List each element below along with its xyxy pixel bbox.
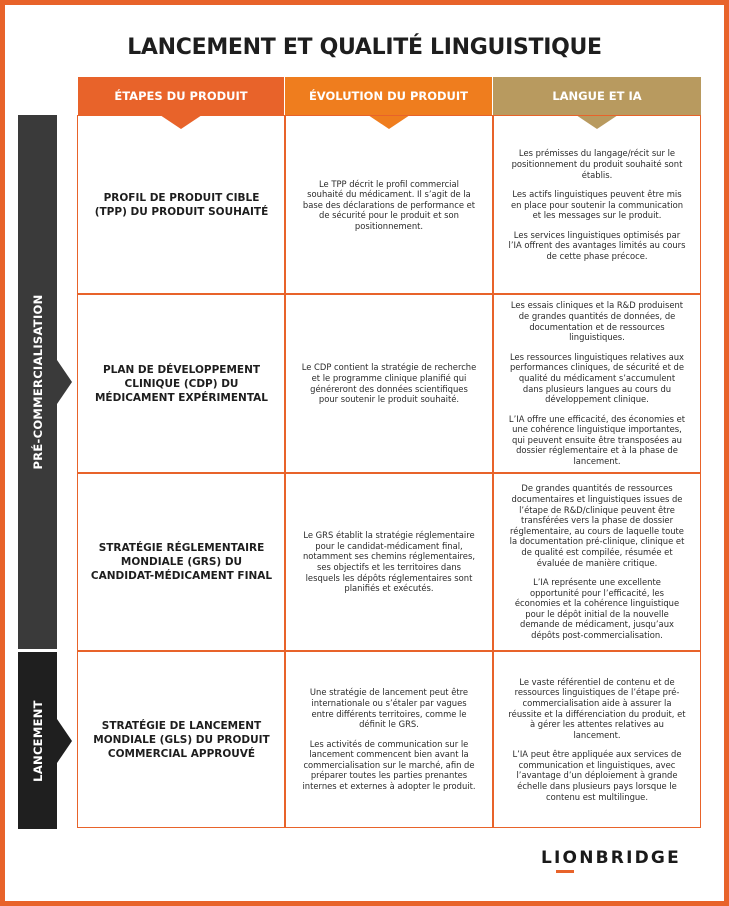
evolution-text	[300, 179, 478, 232]
table-cell-ai	[494, 652, 700, 827]
page-title: LANCEMENT ET QUALITÉ LINGUISTIQUE	[127, 35, 602, 60]
ai-text	[508, 300, 686, 466]
paragraph: Le TPP décrit le profil commercial souhaité du médicament. Il s’agit de la base des déclarations de performance et de sécurité pour le produit et son positionnement.	[302, 178, 476, 231]
evolution-text	[300, 362, 478, 404]
logo-accent	[556, 870, 574, 873]
paragraph: Le vaste référentiel de contenu et de ressources linguistiques de l’étape pré-commercialisation aide à assurer la réussite et la différenciation du produit, et à gérer les attentes relatives au lancement.	[508, 676, 686, 740]
paragraph: L’IA peut être appliquée aux services de communication et linguistiques, avec l’avantage d’un déploiement à grande échelle dans plusieurs pays lorsque le contenu est multilingue.	[512, 749, 682, 802]
paragraph: Les activités de communication sur le lancement commencent bien avant la commercialisation sur le marché, afin de préparer toutes les parties prenantes internes et externes à adopter le produit.	[302, 738, 476, 792]
ai-text	[508, 483, 686, 640]
evolution-text	[300, 687, 478, 791]
header-steps	[78, 77, 284, 115]
table-cell-ai	[494, 117, 700, 293]
paragraph: L’IA offre une efficacité, des économies et une cohérence linguistique importantes, qui peuvent ensuite être transposées au dossier réglementaire et à la phase de lancement.	[508, 413, 686, 467]
ai-text	[508, 677, 686, 803]
phase-label: LANCEMENT	[30, 699, 45, 782]
step-text: STRATÉGIE DE LANCEMENT MONDIALE (GLS) DU PRODUIT COMMERCIAL APPROUVÉ	[93, 719, 270, 760]
paragraph: L’IA représente une excellente opportunité pour l’efficacité, les économies et la cohérence linguistique pour le dépôt initial de la nouvelle demande de médicament, jusqu’aux dépôts post-commercialisation.	[514, 577, 680, 641]
paragraph: Les ressources linguistiques relatives aux performances cliniques, de sécurité et de qualité du médicament s’accumulent dans plusieurs langues au cours du développement clinique.	[509, 351, 684, 405]
header-language-ai	[493, 77, 701, 115]
ai-text	[508, 148, 686, 261]
header-steps-label: ÉTAPES DU PRODUIT	[114, 89, 248, 103]
phase-arrow	[57, 360, 72, 404]
table-cell-evolution	[286, 295, 492, 472]
paragraph: Les prémisses du langage/récit sur le positionnement du produit souhaité sont établis.	[511, 148, 683, 180]
table-cell-ai	[494, 474, 700, 650]
table-cell-evolution	[286, 652, 492, 827]
header-evolution-label: ÉVOLUTION DU PRODUIT	[308, 89, 469, 103]
table-cell-step	[79, 117, 284, 293]
paragraph: Une stratégie de lancement peut être internationale ou s’étaler par vagues entre différents territoires, comme le définit le GRS.	[309, 687, 469, 730]
paragraph: De grandes quantités de ressources documentaires et linguistiques issues de l’étape de R&D/clinique peuvent être transférées vers la phase de dossier réglementaire, au cours de laquelle toute la documentation pré-clinique, clinique et de qualité est compilée, résumée et évaluée de manière critique.	[509, 483, 685, 568]
phase-launch	[18, 652, 57, 829]
paragraph: Les actifs linguistiques peuvent être mis en place pour soutenir la communication et les messages sur le produit.	[510, 189, 684, 221]
phase-arrow	[57, 719, 72, 763]
table-cell-evolution	[286, 117, 492, 293]
paragraph: Le GRS établit la stratégie réglementaire pour le candidat-médicament final, notamment ses chemins réglementaires, ses objectifs et les territoires dans lesquels les dépôts réglementaires sont planifiés et exécutés.	[302, 530, 475, 594]
step-text: PROFIL DE PRODUIT CIBLE (TPP) DU PRODUIT SOUHAITÉ	[94, 192, 269, 218]
lionbridge-logo: LIONBRIDGE	[541, 848, 681, 868]
paragraph: Les services linguistiques optimisés par l’IA offrent des avantages limités au cours de cette phase précoce.	[508, 229, 686, 262]
phase-pre-commercialisation	[18, 115, 57, 649]
table-cell-step	[79, 295, 284, 472]
paragraph: Le CDP contient la stratégie de recherche et le programme clinique planifié qui généreront des données scientifiques pour soutenir le produit souhaité.	[301, 362, 477, 405]
table-cell-step	[79, 474, 284, 650]
table-cell-evolution	[286, 474, 492, 650]
step-text: STRATÉGIE RÉGLEMENTAIRE MONDIALE (GRS) DU CANDIDAT-MÉDICAMENT FINAL	[90, 542, 273, 582]
header-evolution	[285, 77, 492, 115]
paragraph: Les essais cliniques et la R&D produisent de grandes quantités de données, de documentation et de ressources linguistiques.	[510, 300, 684, 343]
evolution-text	[300, 530, 478, 594]
step-text: PLAN DE DÉVELOPPEMENT CLINIQUE (CDP) DU MÉDICAMENT EXPÉRIMENTAL	[94, 363, 268, 404]
table-cell-ai	[494, 295, 700, 472]
phase-label: PRÉ-COMMERCIALISATION	[30, 294, 45, 470]
header-language-ai-label: LANGUE ET IA	[552, 89, 642, 103]
table-cell-step	[79, 652, 284, 827]
